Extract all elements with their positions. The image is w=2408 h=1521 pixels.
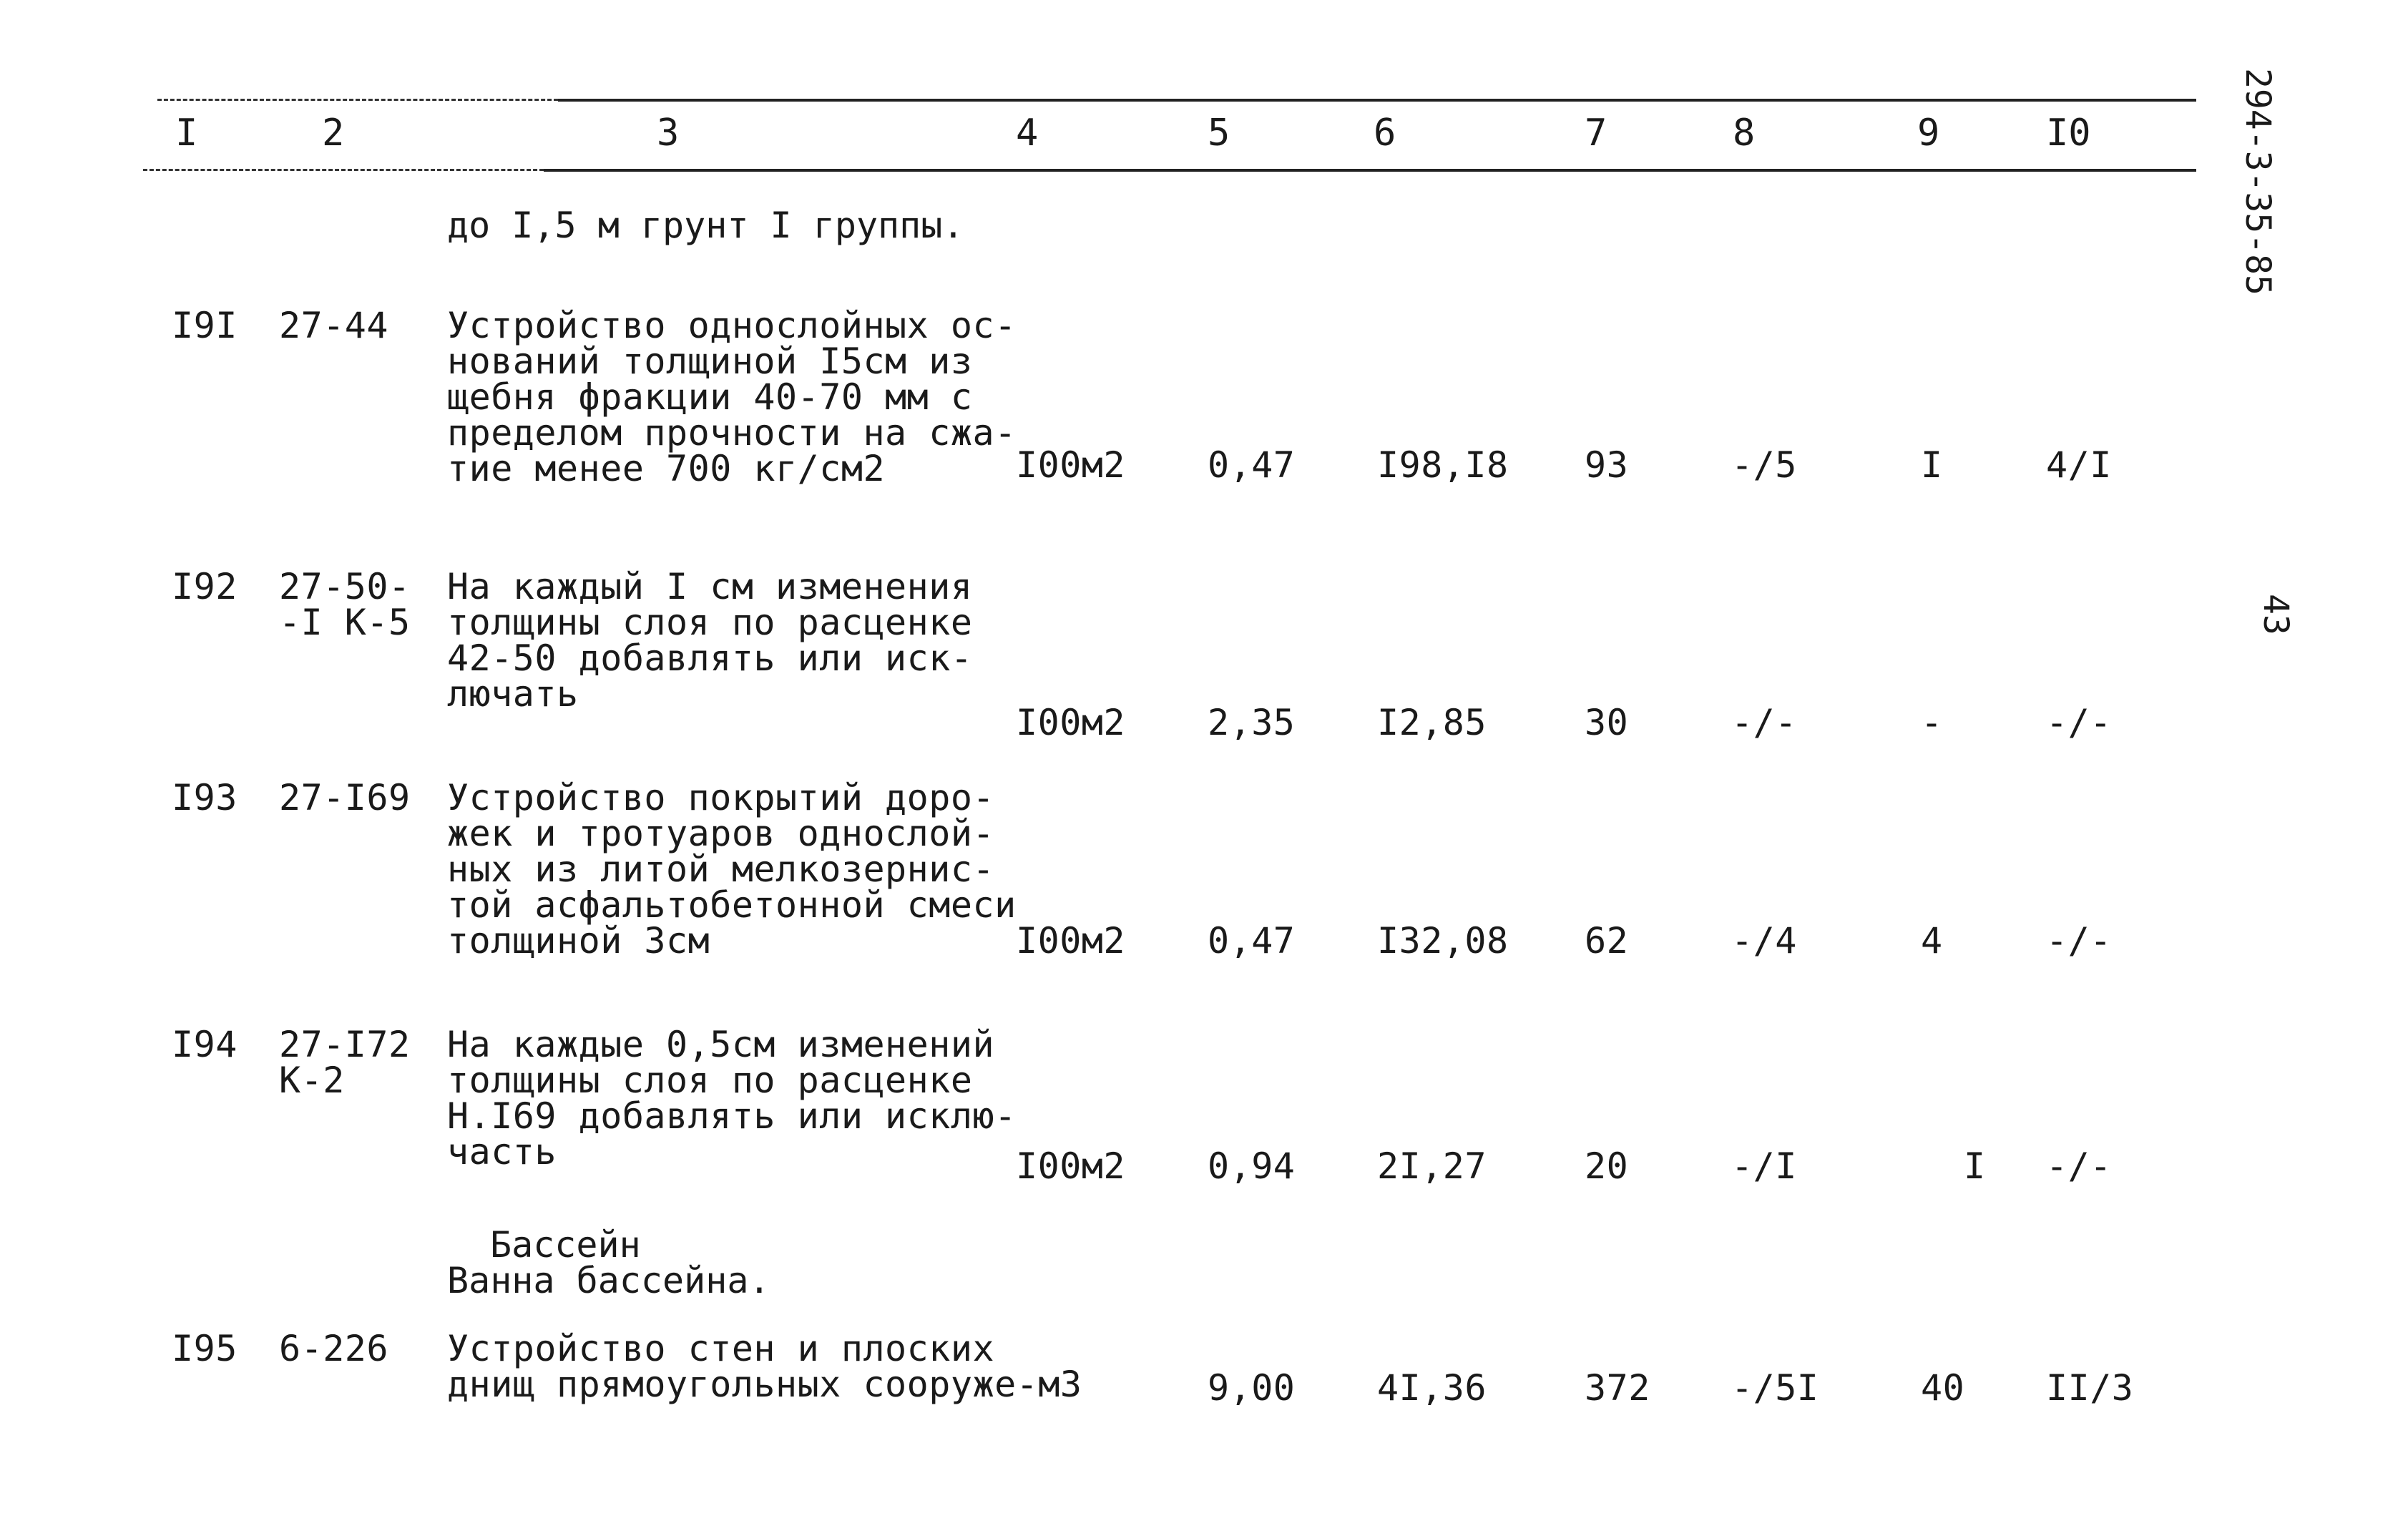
description-line: щебня фракции 40-70 мм с xyxy=(447,376,973,418)
col-header-5: 5 xyxy=(1208,112,1230,155)
description-line: толщиной 3см xyxy=(447,920,710,962)
col-header-3: 3 xyxy=(657,112,680,155)
col8-value: -/4 xyxy=(1731,920,1797,962)
description-line: тие менее 700 кг/см2 xyxy=(447,448,886,489)
rate-code-line: 27-I69 xyxy=(279,777,411,818)
col7-value: 93 xyxy=(1585,444,1629,486)
description-line: Устройство покрытий доро- xyxy=(447,777,995,818)
description-line: лючать xyxy=(447,673,579,715)
col-header-10: I0 xyxy=(2046,112,2091,155)
col10-value: II/3 xyxy=(2046,1367,2134,1409)
description-line: толщины слоя по расценке xyxy=(447,1060,973,1101)
unit-price: I98,I8 xyxy=(1377,444,1509,486)
col10-value: -/- xyxy=(2046,920,2112,962)
col7-value: 30 xyxy=(1585,702,1629,743)
col8-value: -/- xyxy=(1731,702,1797,743)
description-line: На каждый I см изменения xyxy=(447,566,973,607)
description-line: 42-50 добавлять или иск- xyxy=(447,637,973,679)
description-line: На каждые 0,5см изменений xyxy=(447,1024,995,1065)
col9-value: - xyxy=(1921,702,1943,743)
row-number: I9I xyxy=(172,305,238,346)
quantity: 0,47 xyxy=(1208,920,1296,962)
col7-value: 62 xyxy=(1585,920,1629,962)
col10-value: 4/I xyxy=(2046,444,2112,486)
row-number: I92 xyxy=(172,566,238,607)
col-header-8: 8 xyxy=(1733,112,1756,155)
col-header-6: 6 xyxy=(1374,112,1396,155)
quantity: 0,47 xyxy=(1208,444,1296,486)
col-header-1: I xyxy=(175,112,198,155)
col10-value: -/- xyxy=(2046,1145,2112,1187)
unit-price: I2,85 xyxy=(1377,702,1487,743)
description-line: нований толщиной I5см из xyxy=(447,341,973,382)
continuation-text: до I,5 м грунт I группы. xyxy=(447,205,964,246)
unit: I00м2 xyxy=(1016,1145,1126,1187)
col-header-9: 9 xyxy=(1917,112,1940,155)
col9-value: I xyxy=(1921,444,1943,486)
col-header-4: 4 xyxy=(1016,112,1039,155)
rate-code-line: 6-226 xyxy=(279,1328,389,1369)
rate-code-line: К-2 xyxy=(279,1060,345,1101)
unit: I00м2 xyxy=(1016,920,1126,962)
description-line: толщины слоя по расценке xyxy=(447,602,973,643)
unit-price: I32,08 xyxy=(1377,920,1509,962)
rate-code-line: 27-50- xyxy=(279,566,411,607)
unit: I00м2 xyxy=(1016,702,1126,743)
col9-value: 4 xyxy=(1921,920,1943,962)
row-number: I93 xyxy=(172,777,238,818)
subsection-title: Ванна бассейна. xyxy=(447,1260,770,1301)
header-bottom-rule xyxy=(544,169,2196,172)
unit-price: 4I,36 xyxy=(1377,1367,1487,1409)
description-line: той асфальтобетонной смеси xyxy=(447,884,1017,926)
col9-value: I xyxy=(1964,1145,1986,1187)
description-line: часть xyxy=(447,1131,557,1173)
col8-value: -/5 xyxy=(1731,444,1797,486)
top-rule-left-dashed xyxy=(157,99,558,101)
description-line: пределом прочности на сжа- xyxy=(447,412,1017,454)
section-title: Бассейн xyxy=(490,1224,641,1266)
unit-price: 2I,27 xyxy=(1377,1145,1487,1187)
col8-value: -/I xyxy=(1731,1145,1797,1187)
quantity: 9,00 xyxy=(1208,1367,1296,1409)
quantity: 2,35 xyxy=(1208,702,1296,743)
description-line: Н.I69 добавлять или исклю- xyxy=(447,1095,1017,1137)
unit: I00м2 xyxy=(1016,444,1126,486)
row-number: I94 xyxy=(172,1024,238,1065)
document-code: 294-3-35-85 xyxy=(2238,68,2278,295)
description-line: днищ прямоугольных сооруже-м3 xyxy=(447,1364,1082,1405)
page-number: 43 xyxy=(2256,594,2296,635)
col-header-7: 7 xyxy=(1585,112,1607,155)
description-line: Устройство стен и плоских xyxy=(447,1328,995,1369)
rate-code-line: -I К-5 xyxy=(279,602,411,643)
description-line: жек и тротуаров однослой- xyxy=(447,813,995,854)
col-header-2: 2 xyxy=(322,112,345,155)
col7-value: 20 xyxy=(1585,1145,1629,1187)
quantity: 0,94 xyxy=(1208,1145,1296,1187)
col8-value: -/5I xyxy=(1731,1367,1819,1409)
row-number: I95 xyxy=(172,1328,238,1369)
header-bottom-rule-left-dashed xyxy=(143,169,544,171)
description-line: Устройство однослойных ос- xyxy=(447,305,1017,346)
rate-code-line: 27-I72 xyxy=(279,1024,411,1065)
col10-value: -/- xyxy=(2046,702,2112,743)
col7-value: 372 xyxy=(1585,1367,1650,1409)
col9-value: 40 xyxy=(1921,1367,1965,1409)
rate-code-line: 27-44 xyxy=(279,305,389,346)
top-rule xyxy=(558,99,2196,102)
description-line: ных из литой мелкозернис- xyxy=(447,848,995,890)
